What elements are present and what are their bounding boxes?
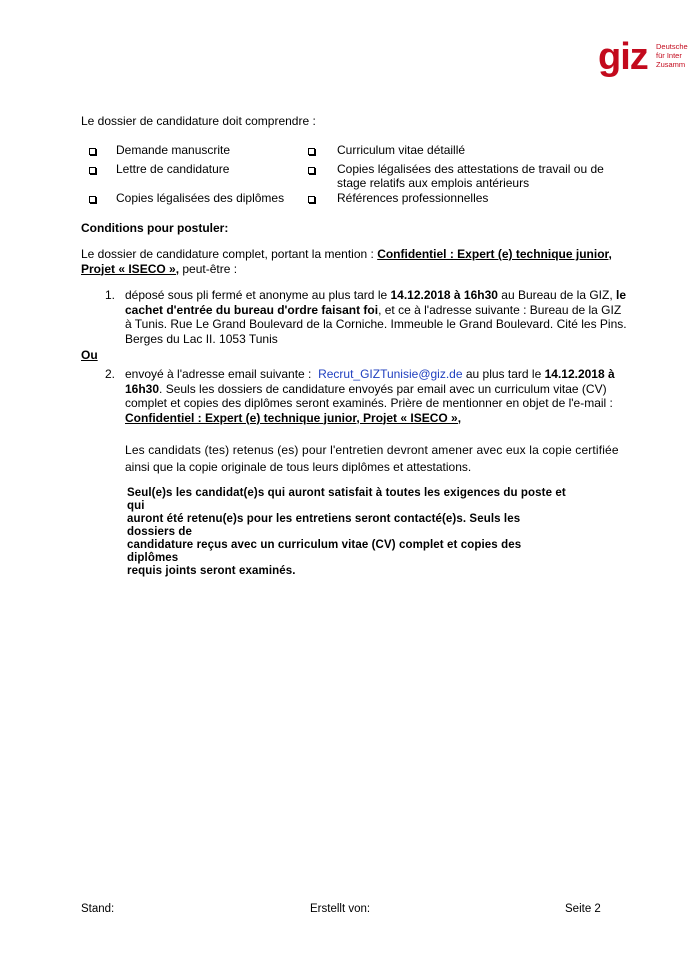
checklist-label: Curriculum vitae détaillé — [337, 143, 466, 157]
item1-l3: à Tunis. Rue Le Grand Boulevard de la Corniche. Immeuble le Grand Boulevard. Cité les Pins. — [125, 317, 627, 331]
item2-date: 14.12.2018 à — [544, 367, 615, 381]
dossier-prefix: Le dossier de candidature complet, portant la mention : — [81, 247, 378, 261]
ou-separator: Ou — [81, 348, 98, 362]
selection-notice — [127, 487, 567, 578]
candidates-l2: ainsi que la copie originale de tous leurs diplômes et attestations. — [125, 459, 472, 474]
item1-text — [125, 288, 627, 346]
checklist-label: Copies légalisées des attestations de travail ou de — [337, 162, 604, 176]
notice-l2: auront été retenu(e)s pour les entretiens seront contacté(e)s. Seuls les dossiers de — [127, 513, 521, 538]
conditions-heading: Conditions pour postuler: — [81, 221, 229, 235]
dossier-mention-1: Confidentiel : Expert (e) technique junior, — [377, 247, 612, 261]
checkbox-icon — [308, 167, 315, 174]
checklist-label: Demande manuscrite — [116, 143, 231, 157]
item2-l3: complet et copies des diplômes seront examinés. Prière de mentionner en objet de l'e-mail : — [125, 396, 613, 410]
notice-l3: candidature reçus avec un curriculum vitae (CV) complet et copies des diplômes — [127, 539, 522, 564]
item2-text — [125, 367, 615, 425]
intro-text: Le dossier de candidature doit comprendre : — [81, 114, 316, 128]
checklist-label: stage relatifs aux emplois antérieurs — [337, 176, 530, 190]
checklist-label: Lettre de candidature — [116, 162, 230, 176]
email-link[interactable]: Recrut_GIZTunisie@giz.de — [318, 367, 463, 381]
footer-stand: Stand: — [81, 903, 115, 915]
notice-l4: requis joints seront examinés. — [127, 565, 296, 577]
item1-l2: , et ce à l'adresse suivante : Bureau de la GIZ — [378, 302, 622, 317]
item2-mention: Confidentiel : Expert (e) technique junior, Projet « ISECO », — [125, 410, 462, 425]
checklist-label: Copies légalisées des diplômes — [116, 191, 285, 205]
candidates-paragraph — [125, 443, 619, 474]
checkbox-icon — [89, 148, 96, 155]
dossier-paragraph — [81, 247, 612, 276]
item1-l1: déposé sous pli fermé et anonyme au plus tard le 14.12.2018 à 16h30 au Bureau de la GIZ, — [125, 288, 617, 302]
svg-text:giz: giz — [598, 36, 648, 78]
logo-tagline-2: für Inter — [656, 51, 682, 60]
item1-cachet: cachet d'entrée du bureau d'ordre faisant foi — [125, 302, 379, 317]
checkbox-icon — [308, 148, 315, 155]
notice-l1: Seul(e)s les candidat(e)s qui auront satisfait à toutes les exigences du poste et qui — [127, 487, 566, 512]
candidates-l1: Les candidats (tes) retenus (es) pour l'entretien devront amener avec eux la copie certifiée — [125, 443, 619, 457]
checkbox-icon — [308, 196, 315, 203]
item-number: 2. — [105, 367, 116, 381]
item1-le: le — [616, 288, 627, 302]
item1-l4: Berges du Lac II. 1053 Tunis — [125, 331, 278, 346]
logo-tagline-3: Zusamm — [656, 60, 686, 69]
item2-l2: . Seuls les dossiers de candidature envoyés par email avec un curriculum vitae (CV) — [159, 381, 607, 396]
checkbox-icon — [89, 196, 96, 203]
dossier-suffix: peut-être : — [179, 261, 238, 276]
giz-wordmark — [598, 38, 658, 78]
footer-erstellt: Erstellt von: — [310, 903, 371, 915]
item2-time: 16h30 — [125, 381, 160, 396]
logo-tagline-1: Deutsche — [656, 42, 688, 51]
item2-l1: envoyé à l'adresse email suivante : Recrut_GIZTunisie@giz.de au plus tard le — [125, 367, 545, 381]
dossier-mention-2: Projet « ISECO », — [81, 261, 180, 276]
checklist-label: Références professionnelles — [337, 191, 489, 205]
footer-page-number: Seite 2 — [565, 903, 601, 915]
item-number: 1. — [105, 288, 116, 302]
checkbox-icon — [89, 167, 96, 174]
